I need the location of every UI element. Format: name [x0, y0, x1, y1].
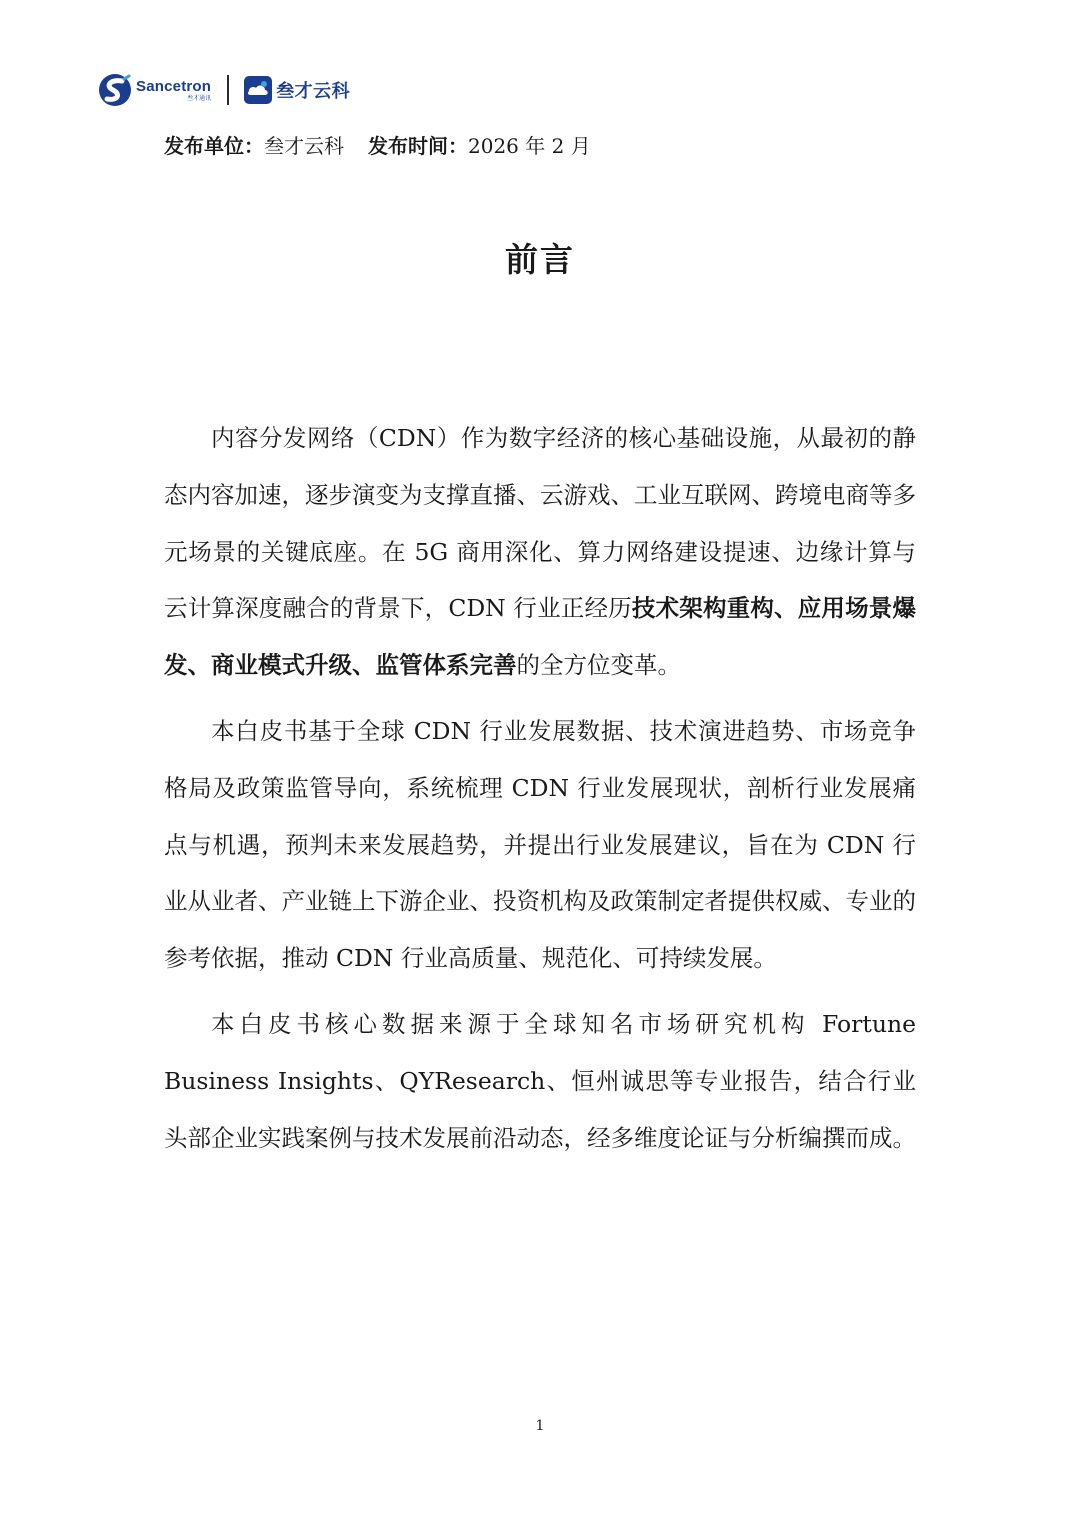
- paragraph-1-text: 内容分发网络（CDN）作为数字经济的核心基础设施，从最初的静态内容加速，逐步演变为支撑直播、云游戏、工业互联网、跨境电商等多元场景的关键底座。在 5G 商用深化、算力网络建设提速、边缘计算与云计算深度融合的背景下，CDN 行业正经历: [164, 424, 916, 623]
- preface-body: [164, 410, 916, 1175]
- sancetron-name: Sancetron: [136, 77, 212, 95]
- publish-time-label: 发布时间：: [368, 134, 468, 158]
- paragraph-1-ending: 的全方位变革。: [516, 651, 681, 680]
- paragraph-1-emphasis: 技术架构重构、应用场景爆发、商业模式升级、监管体系完善: [164, 594, 916, 680]
- sancai-cloud-brand: 叁才云科: [276, 81, 351, 102]
- page-title: 前言: [505, 240, 575, 279]
- header-logos: [98, 70, 350, 110]
- paragraph-1: [164, 410, 916, 694]
- publish-time-value: 2026 年 2 月: [468, 134, 591, 158]
- paragraph-2: 本白皮书基于全球 CDN 行业发展数据、技术演进趋势、市场竞争格局及政策监管导向，系统梳理 CDN 行业发展现状，剖析行业发展痛点与机遇，预判未来发展趋势，并提出行业发展建议，旨在为 CDN 行业从业者、产业链上下游企业、投资机构及政策制定者提供权威、专业的参考依据，推动 CDN 行业高质量、规范化、可持续发展。: [164, 716, 916, 973]
- s-swirl-logo-icon: [98, 73, 132, 107]
- sancetron-subname: 叁才通讯: [187, 94, 212, 102]
- page-number: 1: [535, 1418, 545, 1434]
- publication-info: [164, 130, 591, 159]
- publisher-value: 叁才云科: [264, 134, 344, 158]
- paragraph-3: 本白皮书核心数据来源于全球知名市场研究机构 Fortune Business Insights、QYResearch、恒州诚思等专业报告，结合行业头部企业实践案例与技术发展前沿动态，经多维度论证与分析编撰而成。: [164, 1009, 916, 1152]
- cloud-logo-icon: [243, 75, 273, 105]
- logo-divider: [227, 75, 229, 105]
- sancetron-brand: [136, 79, 211, 102]
- publisher-label: 发布单位：: [164, 134, 264, 158]
